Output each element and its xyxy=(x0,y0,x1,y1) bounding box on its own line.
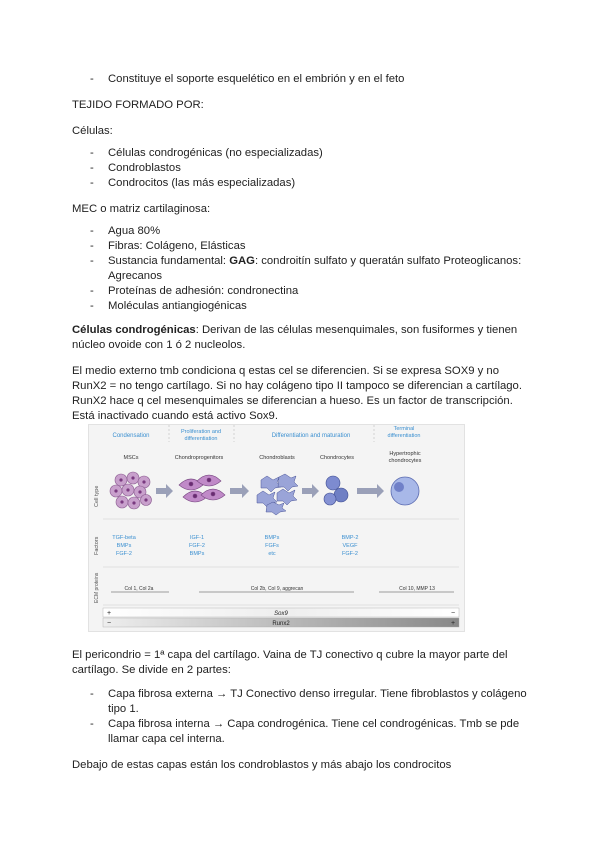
stage-label: Differentiation and maturation xyxy=(271,433,351,439)
chondroprogenitor-cells xyxy=(179,475,225,502)
row-label: Cell type xyxy=(94,485,100,507)
minus-sign: − xyxy=(107,620,112,627)
factor-label: etc xyxy=(268,551,276,557)
ecm-label: Col 1, Col 2a xyxy=(124,586,154,592)
section-heading: Células: xyxy=(72,125,113,137)
bullet-dash: - xyxy=(90,225,94,237)
paragraph-line xyxy=(72,323,517,338)
paragraph-line: RunX2 hace q cel mesenquimales se diferencian a hueso. Es un factor de transcripción. xyxy=(72,395,513,407)
factor-label: TGF-beta xyxy=(112,535,136,541)
text-span: : Derivan de las células mesenquimales, son fusiformes y tienen xyxy=(195,324,518,336)
minus-sign: − xyxy=(451,610,456,617)
paragraph-line: cartílago. Se divide en 2 partes: xyxy=(72,664,231,676)
bullet-dash: - xyxy=(90,147,94,159)
factor-label: IGF-1 xyxy=(189,535,205,541)
cell-type-label: chondrocytes xyxy=(388,458,422,464)
plus-sign: + xyxy=(107,610,112,617)
factor-label: BMPs xyxy=(189,551,205,557)
bullet-dash: - xyxy=(90,240,94,252)
bullet-dash: - xyxy=(90,718,94,730)
section-heading: TEJIDO FORMADO POR: xyxy=(72,99,204,111)
list-item-text: Constituye el soporte esquelético en el embrión y en el feto xyxy=(108,73,405,85)
bold-term: GAG xyxy=(229,255,255,267)
factors-row xyxy=(112,535,358,557)
list-item-text: Condroblastos xyxy=(108,162,181,174)
row-label: Factors xyxy=(94,536,100,555)
chondrogenesis-figure xyxy=(88,424,465,632)
paragraph-line: El pericondrio = 1ª capa del cartílago. Vaina de TJ conectivo q cubre la mayor parte del xyxy=(72,649,508,661)
text-span: : condroitín sulfato y queratán sulfato Proteoglicanos: xyxy=(254,255,522,267)
cell-type-label: Chondroprogenitors xyxy=(174,455,224,461)
row-label: ECM proteins xyxy=(94,572,100,603)
paragraph-line: Está inactivado cuando está activo Sox9. xyxy=(72,410,278,422)
sox9-gradient-bar xyxy=(103,608,459,617)
factor-label: BMPs xyxy=(264,535,280,541)
ecm-label: Col 2b, Col 9, aggrecan xyxy=(250,586,304,592)
text-span: Sustancia fundamental: xyxy=(108,255,230,267)
ecm-row xyxy=(111,586,454,592)
bullet-dash: - xyxy=(90,177,94,189)
runx2-label: Runx2 xyxy=(272,621,290,627)
stage-label: Condensation xyxy=(112,433,150,439)
list-item-text: Capa fibrosa externa → TJ Conectivo denso irregular. Tiene fibroblastos y colágeno xyxy=(108,688,527,700)
ecm-label: Col 10, MMP 13 xyxy=(399,586,435,592)
paragraph-line: núcleo ovoide con 1 ó 2 nucleolos. xyxy=(72,339,246,351)
list-item-text: Agua 80% xyxy=(108,225,161,237)
factor-label: BMPs xyxy=(116,543,132,549)
factor-label: VEGF xyxy=(342,543,358,549)
sox9-label: Sox9 xyxy=(274,611,288,617)
cell-type-label: Chondrocytes xyxy=(320,455,354,461)
list-item-text: Condrocitos (las más especializadas) xyxy=(108,177,296,189)
list-item-text: Células condrogénicas (no especializadas) xyxy=(108,147,323,159)
paragraph-line: El medio externo tmb condiciona q estas cel se diferencien. Si se expresa SOX9 y no xyxy=(72,365,499,377)
factor-label: BMP-2 xyxy=(341,535,359,541)
list-item-text: Proteínas de adhesión: condronectina xyxy=(108,285,299,297)
stage-label: Terminal xyxy=(393,426,415,432)
stage-label: differentiation xyxy=(387,433,421,439)
list-item-text: Moléculas antiangiogénicas xyxy=(108,300,247,312)
cell-type-label: Chondroblasts xyxy=(259,455,295,461)
factor-label: FGF-2 xyxy=(342,551,358,557)
list-item-text xyxy=(108,254,521,269)
paragraph-line: RunX2 = no tengo cartílago. Si no hay colágeno tipo II tampoco se diferencian a cartílago. xyxy=(72,380,522,392)
factor-label: FGFs xyxy=(265,543,279,549)
factor-label: FGF-2 xyxy=(116,551,132,557)
bullet-dash: - xyxy=(90,73,94,85)
stage-label: Proliferation and xyxy=(180,429,222,435)
section-heading: MEC o matriz cartilaginosa: xyxy=(72,203,211,215)
cell-type-label: MSCs xyxy=(123,455,139,461)
list-item-text: Fibras: Colágeno, Elásticas xyxy=(108,240,246,252)
list-item-continuation: tipo 1. xyxy=(108,703,139,715)
bullet-dash: - xyxy=(90,285,94,297)
bullet-dash: - xyxy=(90,688,94,700)
stage-label: differentiation xyxy=(184,436,218,442)
bullet-dash: - xyxy=(90,162,94,174)
bullet-dash: - xyxy=(90,255,94,267)
bullet-dash: - xyxy=(90,300,94,312)
chondrocyte-cells xyxy=(324,476,348,505)
bold-term: Células condrogénicas xyxy=(72,324,196,336)
factor-label: FGF-2 xyxy=(189,543,205,549)
list-item-continuation: llamar capa cel interna. xyxy=(108,733,225,745)
paragraph-line: Debajo de estas capas están los condroblastos y más abajo los condrocitos xyxy=(72,759,452,771)
msc-cell-cluster xyxy=(110,472,152,509)
list-item-text: Capa fibrosa interna → Capa condrogénica. Tiene cel condrogénicas. Tmb se pde xyxy=(108,718,520,730)
cell-type-label: Hypertrophic xyxy=(389,451,421,457)
chondroblast-cells xyxy=(257,474,298,515)
plus-sign: + xyxy=(451,620,456,627)
runx2-gradient-bar xyxy=(103,618,459,627)
list-item-continuation: Agrecanos xyxy=(108,270,163,282)
hypertrophic-chondrocyte xyxy=(391,477,419,505)
